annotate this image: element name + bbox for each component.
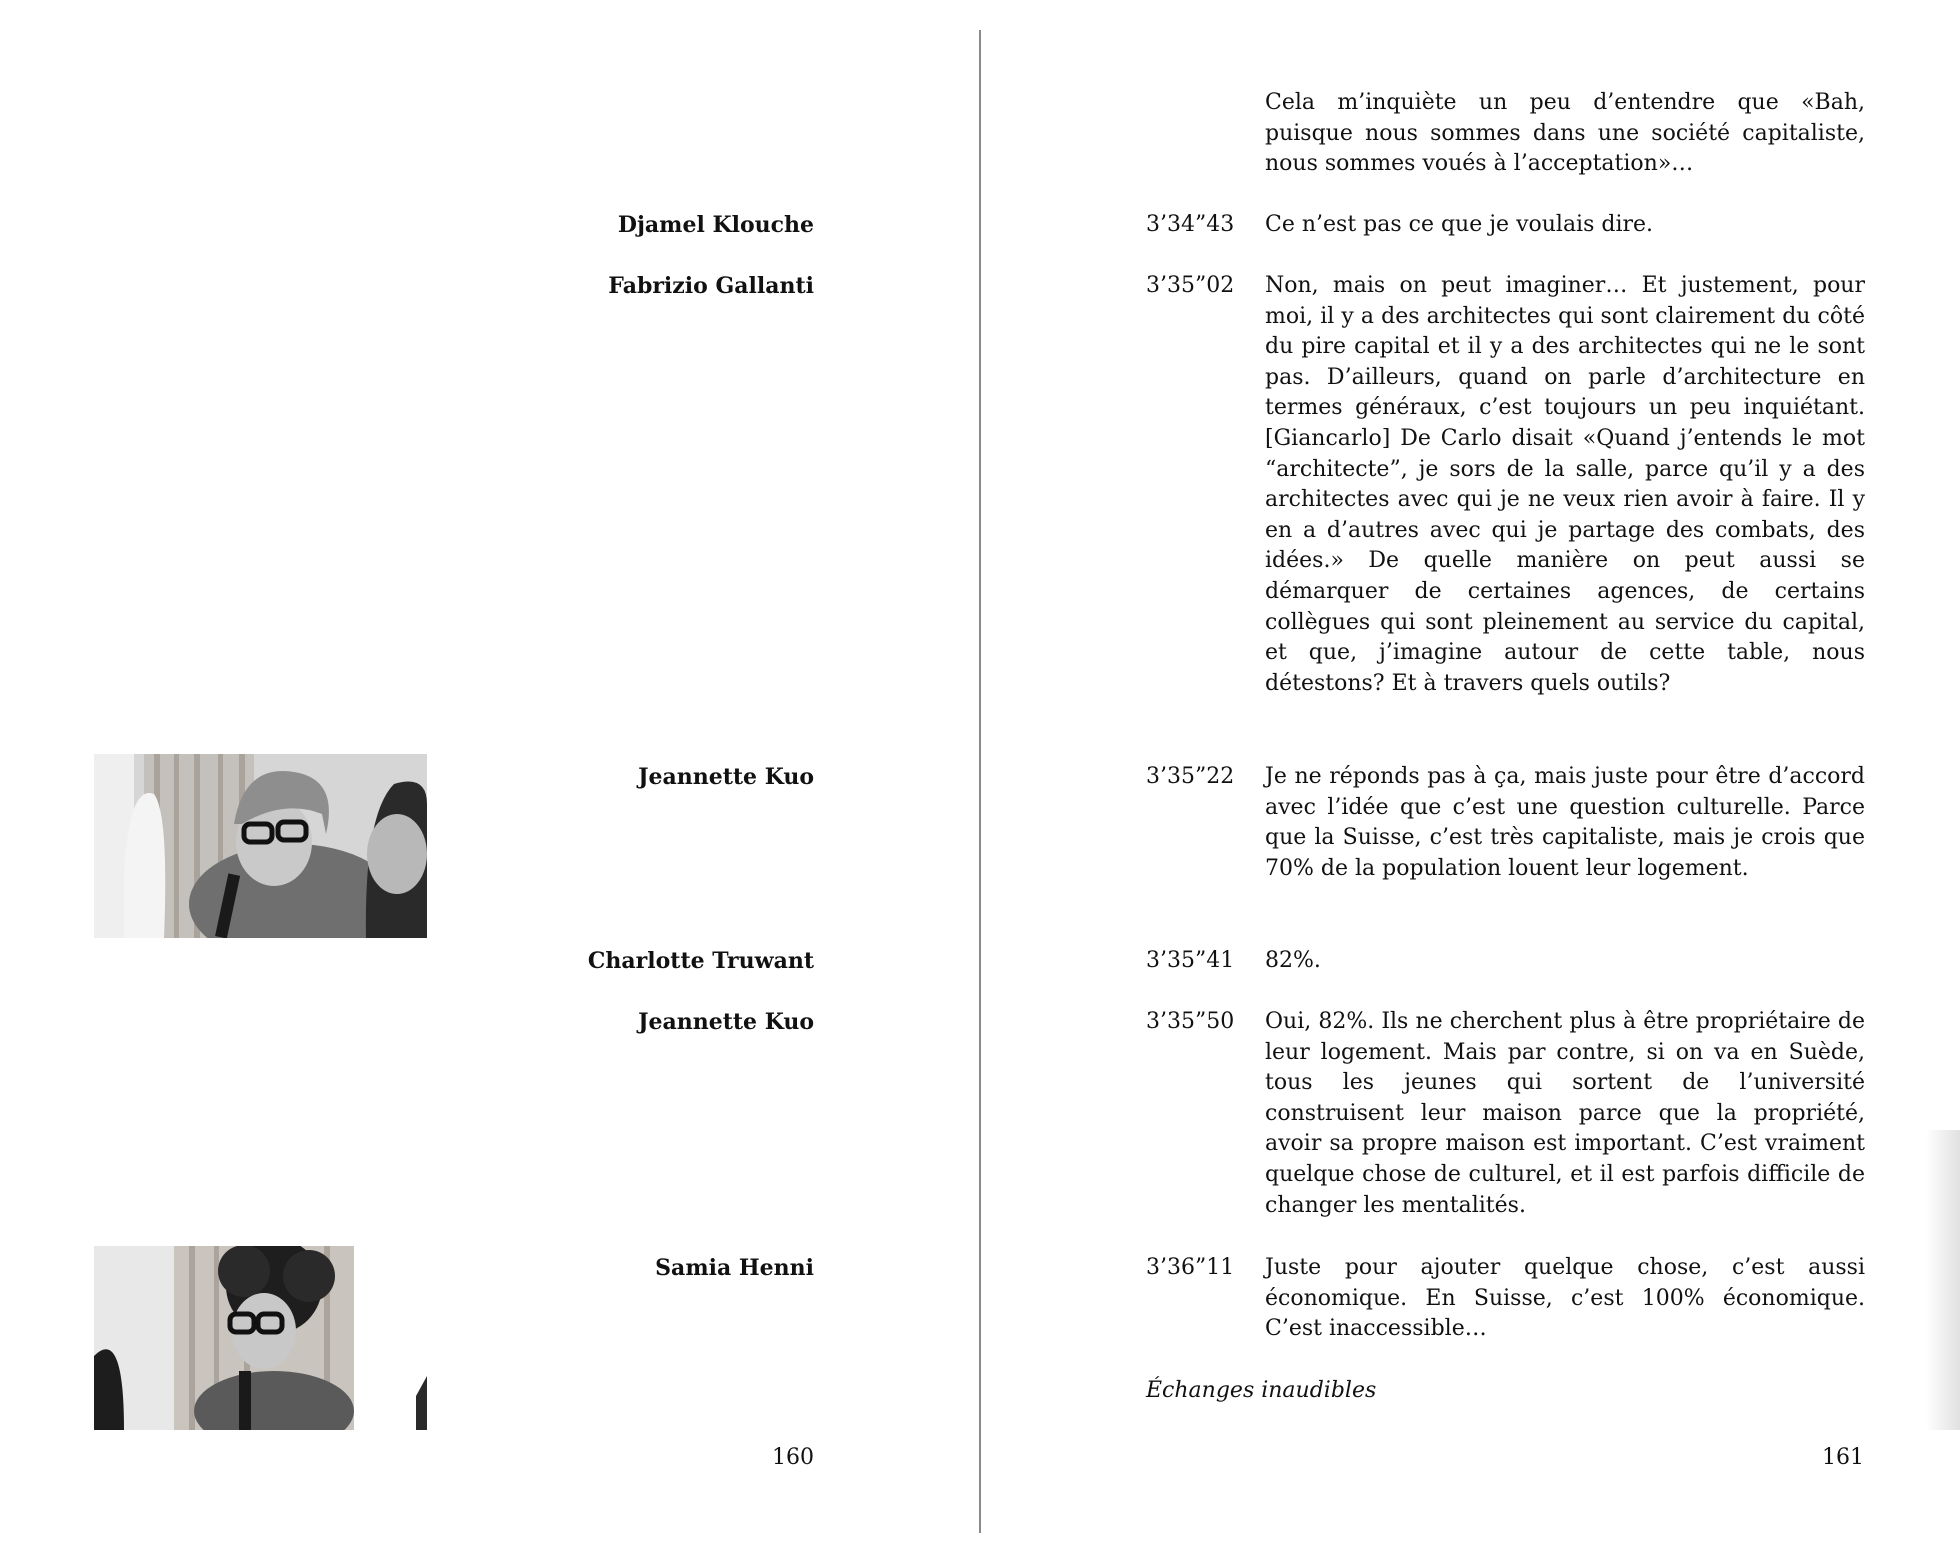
timestamp: 3’35”41 [1146, 948, 1235, 973]
transcript-paragraph: Non, mais on peut imaginer… Et justement, pour moi, il y a des architectes qui sont clairement du côté du pire capital et il y a des architectes qui ne le sont pas. D’ailleurs, quand on parle d’architecture en termes généraux, c’est toujours un peu inquiétant. [Giancarlo] De Carlo disait «Quand j’entends le mot “architecte”, je sors de la salle, parce qu’il y a des architectes avec qui je ne veux rien avoir à faire. Il y en a d’autres avec qui je partage des combats, des idées.» De quelle manière on peut aussi se démarquer de certaines agences, de certains collègues qui sont pleinement au service du capital, et que, j’imagine autour de cette table, nous détestons? Et à travers quels outils? [1265, 273, 1865, 696]
speaker-samia-henni: Samia Henni [655, 1255, 814, 1281]
photo-jeannette-kuo-image [94, 754, 427, 938]
timestamp: 3’34”43 [1146, 212, 1235, 237]
transcript-paragraph: Ce n’est pas ce que je voulais dire. [1265, 212, 1654, 237]
speaker-djamel-klouche: Djamel Klouche [617, 212, 814, 238]
timestamp: 3’36”11 [1146, 1255, 1235, 1280]
speaker-jeannette-kuo-2: Jeannette Kuo [638, 1009, 814, 1035]
page-number-right: 161 [1822, 1445, 1864, 1470]
photo-samia-henni [94, 1246, 427, 1430]
transcript-paragraph: Oui, 82%. Ils ne cherchent plus à être propriétaire de leur logement. Mais par contre, si on va en Suède, tous les jeunes qui sortent de l’université construisent leur maison parce que la propriété, avoir sa propre maison est important. C’est vraiment quelque chose de culturel, et il est parfois difficile de changer les mentalités. [1265, 1009, 1865, 1218]
timestamp: 3’35”50 [1146, 1009, 1235, 1034]
intro-paragraph: Cela m’inquiète un peu d’entendre que «Bah, puisque nous sommes dans une société capitaliste, nous sommes voués à l’acceptation»… [1265, 90, 1865, 177]
photo-samia-henni-image [94, 1246, 427, 1430]
timestamp: 3’35”02 [1146, 273, 1235, 298]
book-gutter [979, 30, 981, 1533]
speaker-charlotte-truwant: Charlotte Truwant [587, 948, 814, 974]
speaker-jeannette-kuo: Jeannette Kuo [638, 764, 814, 790]
transcript-paragraph: Je ne réponds pas à ça, mais juste pour être d’accord avec l’idée que c’est une question culturelle. Parce que la Suisse, c’est très capitaliste, mais je crois que 70% de la population louent leur logement. [1265, 764, 1865, 881]
transcript-paragraph: 82%. [1265, 948, 1321, 973]
page-number-left: 160 [772, 1445, 814, 1470]
photo-jeannette-kuo [94, 754, 427, 938]
closing-note: Échanges inaudibles [1146, 1378, 1377, 1403]
timestamp: 3’35”22 [1146, 764, 1235, 789]
transcript-paragraph: Juste pour ajouter quelque chose, c’est aussi économique. En Suisse, c’est 100% économique. C’est inaccessible… [1265, 1255, 1865, 1342]
speaker-fabrizio-gallanti: Fabrizio Gallanti [608, 273, 814, 299]
page-curl-shadow [1926, 1130, 1960, 1430]
